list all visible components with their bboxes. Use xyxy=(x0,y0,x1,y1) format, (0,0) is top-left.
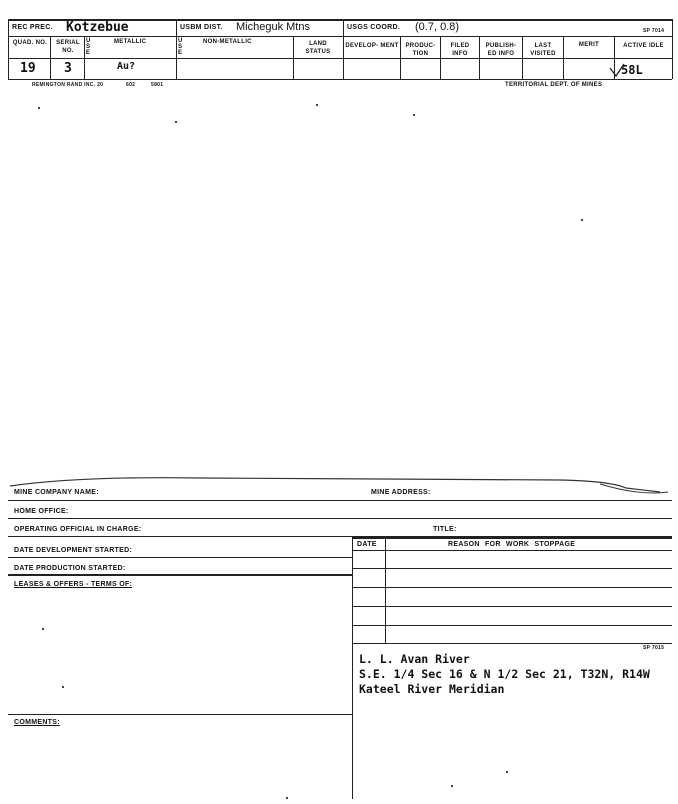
col-divider xyxy=(8,19,9,79)
serial-no-value: 3 xyxy=(64,61,72,76)
filed-info-header: FILED INFO xyxy=(450,43,470,57)
leases-offers-label: LEASES & OFFERS - TERMS OF: xyxy=(14,581,133,588)
scan-speck xyxy=(175,121,177,123)
col-divider xyxy=(522,36,523,79)
stoppage-date-header: DATE xyxy=(357,541,377,548)
col-divider xyxy=(343,19,344,79)
date-production-started-label: DATE PRODUCTION STARTED: xyxy=(14,565,126,572)
form-rule xyxy=(352,537,672,539)
stoppage-date-divider xyxy=(385,537,386,643)
scan-speck xyxy=(62,686,64,688)
development-header: DEVELOP- MENT xyxy=(345,43,399,49)
form-code-top: SP 7014 xyxy=(643,28,665,34)
quad-no-header: QUAD. NO. xyxy=(12,40,48,46)
merit-header: MERIT xyxy=(578,42,600,48)
card-footer-number: 5801 xyxy=(151,82,164,88)
usgs-coord-label: USGS COORD. xyxy=(347,24,401,31)
title-label: TITLE: xyxy=(433,526,457,533)
bottom-rule xyxy=(8,79,672,80)
col-divider xyxy=(563,36,564,79)
card-footer-left: REMINGTON RAND INC. 20 xyxy=(32,82,104,88)
metallic-header: METALLIC xyxy=(114,39,147,45)
location-line-1: L. L. Avan River xyxy=(359,652,470,666)
published-info-header: PUBLISH- ED INFO xyxy=(485,43,517,57)
scan-speck xyxy=(316,104,318,106)
use-nonmetallic-header: U S E xyxy=(178,38,183,56)
stoppage-row-rule xyxy=(352,643,672,644)
form-rule xyxy=(8,714,352,715)
data-row-rule xyxy=(8,58,672,59)
form-rule xyxy=(8,518,672,519)
card-footer-number: 602 xyxy=(126,82,136,88)
location-line-3: Kateel River Meridian xyxy=(359,682,505,696)
metallic-value: Au? xyxy=(117,61,136,72)
home-office-label: HOME OFFICE: xyxy=(14,508,69,515)
header-row-rule xyxy=(8,36,672,37)
col-divider xyxy=(479,36,480,79)
non-metallic-header: NON-METALLIC xyxy=(203,39,252,45)
use-metallic-header: U S E xyxy=(86,38,91,56)
last-visited-header: LAST VISITED xyxy=(530,43,556,57)
checkmark-icon xyxy=(608,62,626,80)
card-footer-right: TERRITORIAL DEPT. OF MINES xyxy=(505,82,603,88)
operating-official-label: OPERATING OFFICIAL IN CHARGE: xyxy=(14,526,142,533)
col-divider xyxy=(440,36,441,79)
land-status-header: LAND STATUS xyxy=(305,41,331,55)
form-column-divider xyxy=(352,537,353,799)
col-divider xyxy=(400,36,401,79)
col-divider xyxy=(672,19,673,79)
form-rule xyxy=(8,500,672,501)
stoppage-header-rule xyxy=(352,550,672,551)
stoppage-row-rule xyxy=(352,568,672,569)
stoppage-row-rule xyxy=(352,625,672,626)
scan-speck xyxy=(42,628,44,630)
usbm-dist-label: USBM DIST. xyxy=(180,24,223,31)
form-rule xyxy=(8,557,352,558)
quad-no-value: 19 xyxy=(20,61,36,76)
scan-speck xyxy=(38,107,40,109)
comments-label: COMMENTS: xyxy=(14,719,60,726)
usbm-dist-value: Micheguk Mtns xyxy=(236,21,310,33)
stoppage-row-rule xyxy=(352,587,672,588)
active-idle-header: ACTIVE IDLE xyxy=(623,43,664,49)
col-divider xyxy=(50,36,51,79)
torn-edge-line xyxy=(0,470,678,500)
scan-speck xyxy=(286,797,288,799)
mine-address-label: MINE ADDRESS: xyxy=(371,489,431,496)
active-idle-value: 58L xyxy=(621,63,643,77)
scan-speck xyxy=(581,219,583,221)
serial-no-header: SERIAL NO. xyxy=(56,40,80,54)
scan-speck xyxy=(506,771,508,773)
form-code-bottom: SP 7015 xyxy=(643,645,665,651)
mine-company-name-label: MINE COMPANY NAME: xyxy=(14,489,99,496)
location-line-2: S.E. 1/4 Sec 16 & N 1/2 Sec 21, T32N, R14W xyxy=(359,667,650,681)
usgs-coord-value: (0.7, 0.8) xyxy=(415,21,460,33)
date-development-started-label: DATE DEVELOPMENT STARTED: xyxy=(14,547,133,554)
col-divider xyxy=(84,36,85,79)
col-divider xyxy=(176,19,177,79)
form-rule xyxy=(8,574,352,576)
production-header: PRODUC- TION xyxy=(405,43,436,57)
stoppage-reason-header: REASON FOR WORK STOPPAGE xyxy=(448,541,576,548)
scan-speck xyxy=(451,785,453,787)
rec-prec-value: Kotzebue xyxy=(66,20,129,35)
col-divider xyxy=(293,36,294,79)
rec-prec-label: REC PREC. xyxy=(12,24,53,31)
stoppage-row-rule xyxy=(352,606,672,607)
scan-speck xyxy=(413,114,415,116)
